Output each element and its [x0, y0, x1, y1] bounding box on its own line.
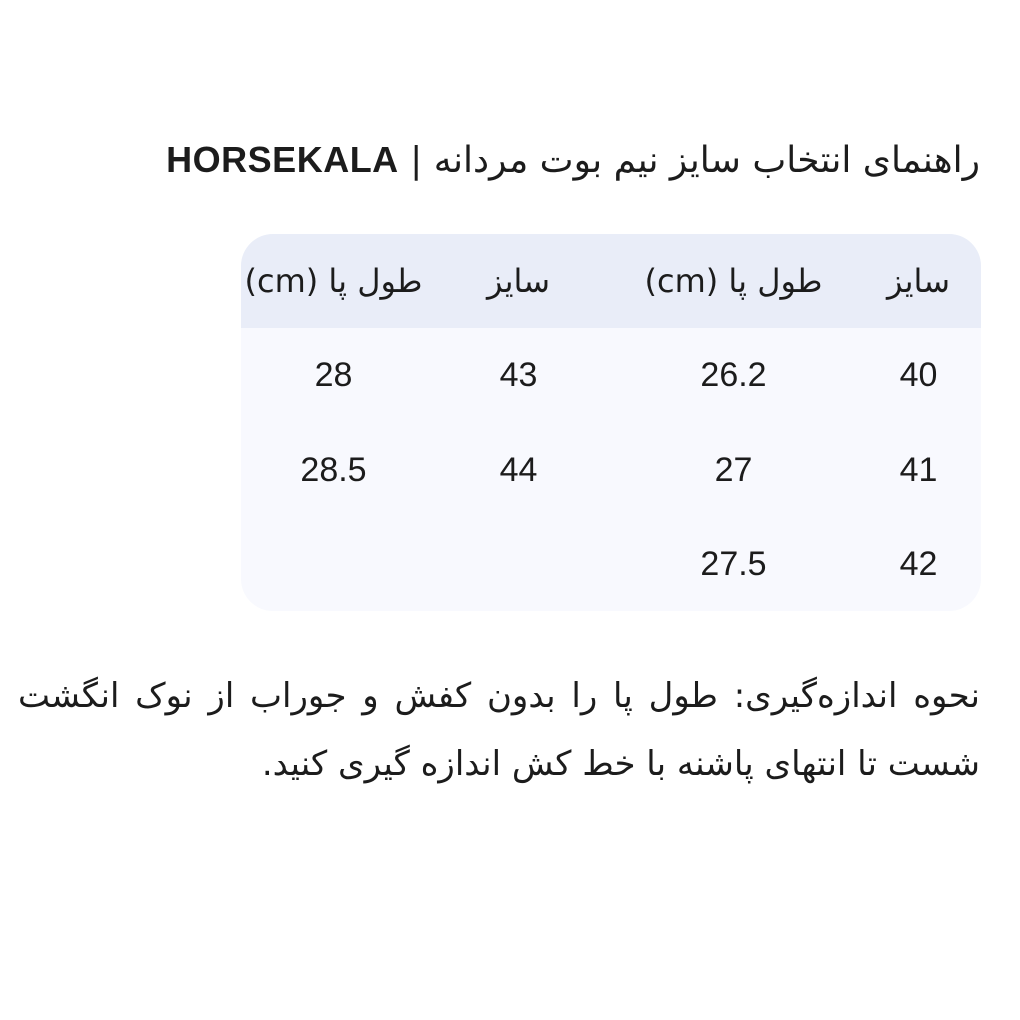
cell-size: 41 [899, 450, 938, 489]
page-title [40, 130, 980, 191]
table-row [241, 328, 981, 423]
header-foot-length-1: طول پا (cm) [611, 234, 856, 328]
measurement-instructions: نحوه اندازه‌گیری: طول پا را بدون کفش و جوراب از نوک انگشت شست تا انتهای پاشنه با خط کش اندازه گیری کنید. [18, 676, 980, 784]
title-text: راهنمای انتخاب سایز نیم بوت مردانه [433, 140, 980, 181]
table-row [241, 517, 981, 611]
table-header-row [241, 234, 981, 328]
cell-size: 44 [499, 450, 538, 489]
cell-size: 40 [899, 356, 938, 394]
cell-foot-length [241, 517, 426, 611]
cell-foot-length: 26.2 [700, 356, 767, 394]
brand-name: HORSEKALA [166, 139, 399, 180]
cell-foot-length: 27 [714, 450, 753, 489]
header-foot-length-2: طول پا (cm) [241, 234, 426, 328]
cell-foot-length: 27.5 [700, 544, 767, 583]
cell-foot-length: 28 [314, 356, 353, 394]
size-table-container [241, 234, 981, 611]
cell-size [426, 517, 611, 611]
header-size-2: سایز [426, 234, 611, 328]
cell-foot-length: 28.5 [300, 450, 367, 489]
title-separator: | [410, 140, 423, 181]
size-table [241, 234, 981, 611]
header-size-1: سایز [856, 234, 981, 328]
table-row [241, 423, 981, 517]
cell-size: 43 [499, 356, 538, 394]
cell-size: 42 [899, 544, 938, 583]
